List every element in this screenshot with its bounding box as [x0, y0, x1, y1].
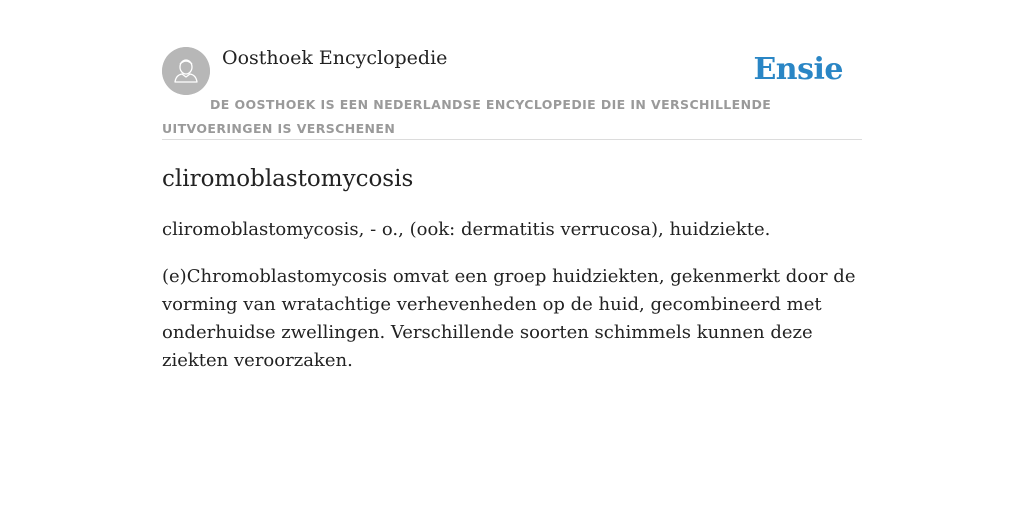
source-header — [162, 46, 862, 140]
source-description: DE OOSTHOEK IS EEN NEDERLANDSE ENCYCLOPEDIE DIE IN VERSCHILLENDE UITVOERINGEN IS VERSCHENEN — [162, 97, 772, 136]
user-silhouette-icon[interactable] — [162, 47, 210, 95]
entry-paragraph: cliromoblastomycosis, - o., (ook: dermatitis verrucosa), huidziekte. — [162, 219, 771, 240]
brand-logo-link[interactable]: Ensie — [753, 52, 843, 87]
entry-content — [162, 163, 862, 394]
source-name[interactable]: Oosthoek Encyclopedie — [222, 47, 448, 69]
entry-title: cliromoblastomycosis — [162, 166, 414, 192]
entry-paragraph: (e)Chromoblastomycosis omvat een groep huidziekten, gekenmerkt door de vorming van wratachtige verhevenheden op de huid, gecombineerd met onderhuidse zwellingen. Verschillende soorten schimmels kunnen deze ziekten veroorzaken. — [162, 266, 856, 371]
